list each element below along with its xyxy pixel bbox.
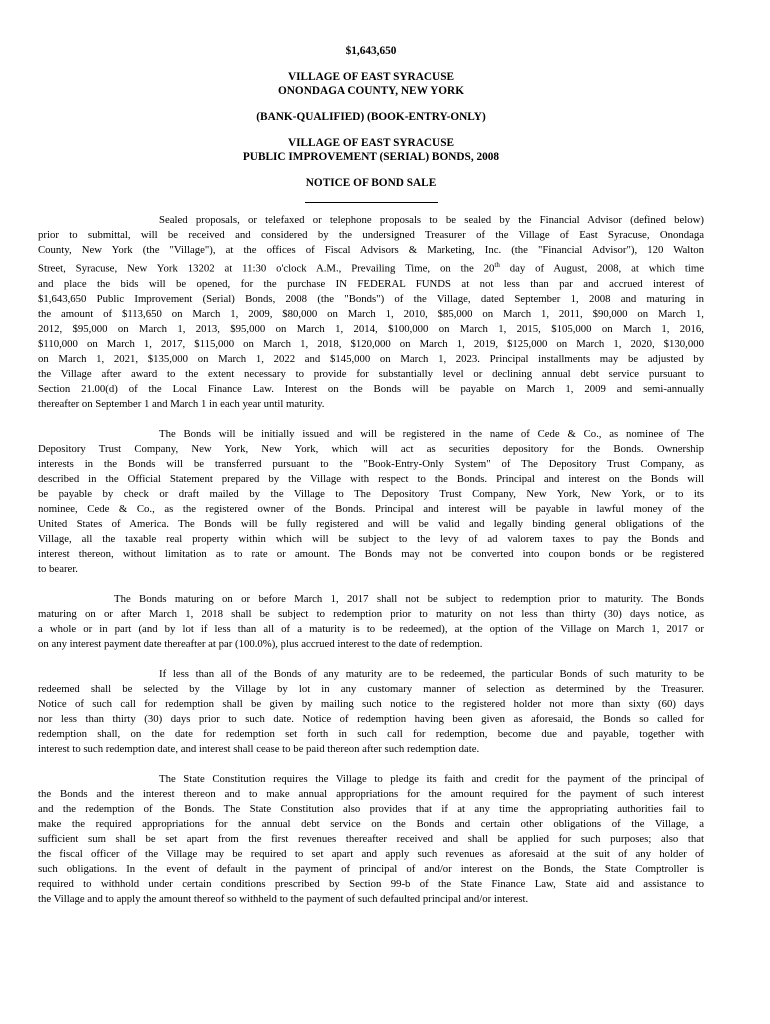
paragraph-line: Sealed proposals, or telefaxed or telephone proposals to be sealed by the Financial Advisor (defined below) bbox=[159, 214, 704, 226]
paragraph-line: and the redemption of the Bonds. The State Constitution also provides that if at any time the appropriating authorities fail to bbox=[38, 802, 704, 815]
paragraph-line: described in the Official Statement prepared by the Village with respect to the Bonds. Principal and interest on the Bonds will bbox=[38, 472, 704, 485]
bond-qualifiers: (BANK-QUALIFIED) (BOOK-ENTRY-ONLY) bbox=[256, 111, 486, 123]
paragraph-line: nor less than thirty (30) days prior to such date. Notice of redemption having been given as aforesaid, the Bonds so called for bbox=[38, 712, 704, 725]
paragraph-line: on March 1, 2021, $135,000 on March 1, 2022 and $145,000 on March 1, 2023. Principal installments may be adjusted by bbox=[38, 352, 704, 365]
paragraph-line: $1,643,650 Public Improvement (Serial) Bonds, 2008 (the "Bonds") of the Village, dated September 1, 2008 and maturing in bbox=[38, 292, 704, 305]
body-paragraph bbox=[38, 667, 704, 757]
body-paragraph bbox=[38, 772, 704, 907]
paragraph-line: the Village after award to the extent necessary to provide for substantially level or declining annual debt service pursuant to bbox=[38, 367, 704, 380]
body-paragraph bbox=[38, 427, 704, 577]
notice-body bbox=[38, 213, 704, 907]
paragraph-line: maturing on or after March 1, 2018 shall be subject to redemption prior to maturity on not less than thirty (30) days notice, as bbox=[38, 607, 704, 620]
paragraph-line: sufficient sum shall be set apart from the first revenues thereafter received and shall be applied for such purposes; also that bbox=[38, 832, 704, 845]
paragraph-line: the amount of $113,650 on March 1, 2009, $80,000 on March 1, 2010, $85,000 on March 1, 2011, $90,000 on March 1, bbox=[38, 307, 704, 320]
notice-title: NOTICE OF BOND SALE bbox=[305, 177, 437, 189]
issuer-county: ONONDAGA COUNTY, NEW YORK bbox=[277, 85, 464, 97]
paragraph-line: the Bonds and the interest thereon and to make annual appropriations for the amount required for the payment of such interest bbox=[38, 787, 704, 800]
paragraph-line: interests in the Bonds will be transferred pursuant to the "Book-Entry-Only System" of The Depository Trust Company, as bbox=[38, 457, 704, 470]
paragraph-line: If less than all of the Bonds of any maturity are to be redeemed, the particular Bonds of such maturity to be bbox=[159, 667, 704, 680]
paragraph-line: and place the bids will be opened, for the purchase IN FEDERAL FUNDS at not less than par and accrued interest of bbox=[38, 277, 704, 290]
bond-amount: $1,643,650 bbox=[345, 45, 397, 57]
bond-series-title: PUBLIC IMPROVEMENT (SERIAL) BONDS, 2008 bbox=[242, 151, 500, 163]
paragraph-line: redeemed shall be selected by the Village by lot in any customary manner of selection as determined by the Treasurer. bbox=[38, 682, 704, 695]
paragraph-line: thereafter on September 1 and March 1 in each year until maturity. bbox=[38, 397, 325, 410]
paragraph-line: a whole or in part (and by lot if less than all of a maturity is to be redeemed), at the option of the Village on March 1, 2017 or bbox=[38, 622, 704, 635]
title-underline bbox=[305, 202, 438, 203]
paragraph-line: 2012, $95,000 on March 1, 2013, $95,000 on March 1, 2014, $100,000 on March 1, 2015, $105,000 on March 1, 2016, bbox=[38, 322, 704, 335]
paragraph-line: required to withhold under certain conditions prescribed by Section 99-b of the State Finance Law, State aid and assistance to bbox=[38, 877, 704, 890]
paragraph-line: redemption shall, on the date for redemption set forth in such call for redemption, become due and payable, together with bbox=[38, 727, 704, 740]
body-paragraph bbox=[38, 213, 704, 412]
paragraph-line: make the required appropriations for the annual debt service on the Bonds and certain other obligations of the Village, a bbox=[38, 817, 704, 830]
paragraph-line: be payable by check or draft mailed by the Village to The Depository Trust Company, New York, New York, or to its bbox=[38, 487, 704, 500]
paragraph-line: interest thereon, without limitation as to rate or amount. The Bonds may not be converted into coupon bonds or be registered bbox=[38, 547, 704, 560]
paragraph-line: The State Constitution requires the Village to pledge its faith and credit for the payment of the principal of bbox=[159, 772, 704, 785]
paragraph-line: Notice of such call for redemption shall be given by mailing such notice to the registered holder not more than sixty (60) days bbox=[38, 697, 704, 710]
paragraph-line: Street, Syracuse, New York 13202 at 11:30 o'clock A.M., Prevailing Time, on the 20th day of August, 2008, at which time bbox=[38, 261, 705, 275]
paragraph-line: United States of America. The Bonds will be fully registered and will be valid and legally binding general obligations of the bbox=[38, 517, 704, 530]
paragraph-line: The Bonds will be initially issued and will be registered in the name of Cede & Co., as nominee of The bbox=[159, 427, 704, 440]
paragraph-line: prior to submittal, will be received and considered by the undersigned Treasurer of the Village of East Syracuse, Onondaga bbox=[38, 229, 704, 241]
document-page bbox=[38, 0, 704, 907]
paragraph-line: on any interest payment date thereafter at par (100.0%), plus accrued interest to the date of redemption. bbox=[38, 637, 483, 650]
paragraph-line: $110,000 on March 1, 2017, $115,000 on March 1, 2018, $120,000 on March 1, 2019, $125,000 on March 1, 2020, $130,000 bbox=[38, 337, 704, 350]
bond-issuer-title: VILLAGE OF EAST SYRACUSE bbox=[287, 137, 455, 149]
paragraph-line: Village, all the taxable real property within which will be subject to the levy of ad valorem taxes to pay the Bonds and bbox=[38, 532, 704, 545]
paragraph-line: to bearer. bbox=[38, 562, 78, 575]
paragraph-line: the fiscal officer of the Village may be required to set apart and apply such revenues as aforesaid at the suit of any holder of bbox=[38, 847, 704, 860]
paragraph-line: nominee, Cede & Co., as the registered owner of the Bonds. Principal and interest will be payable in lawful money of the bbox=[38, 502, 704, 515]
body-paragraph bbox=[38, 592, 704, 652]
paragraph-line: County, New York (the "Village"), at the offices of Fiscal Advisors & Marketing, Inc. (the "Financial Advisor"), 120 Walton bbox=[38, 244, 704, 256]
issuer-name: VILLAGE OF EAST SYRACUSE bbox=[287, 71, 455, 83]
paragraph-line: such obligations. In the event of default in the payment of principal of and/or interest on the Bonds, the State Comptroller is bbox=[38, 862, 704, 875]
paragraph-line: The Bonds maturing on or before March 1, 2017 shall not be subject to redemption prior to maturity. The Bonds bbox=[114, 592, 704, 605]
paragraph-line: Depository Trust Company, New York, New York, which will act as securities depository for the Bonds. Ownership bbox=[38, 442, 704, 455]
paragraph-line: Section 21.00(d) of the Local Finance Law. Interest on the Bonds will be payable on March 1, 2009 and semi-annually bbox=[38, 382, 704, 395]
paragraph-line: the Village and to apply the amount thereof so withheld to the payment of such defaulted principal and/or interest. bbox=[38, 892, 529, 905]
paragraph-line: interest to such redemption date, and interest shall cease to be paid thereon after such redemption date. bbox=[38, 742, 480, 755]
